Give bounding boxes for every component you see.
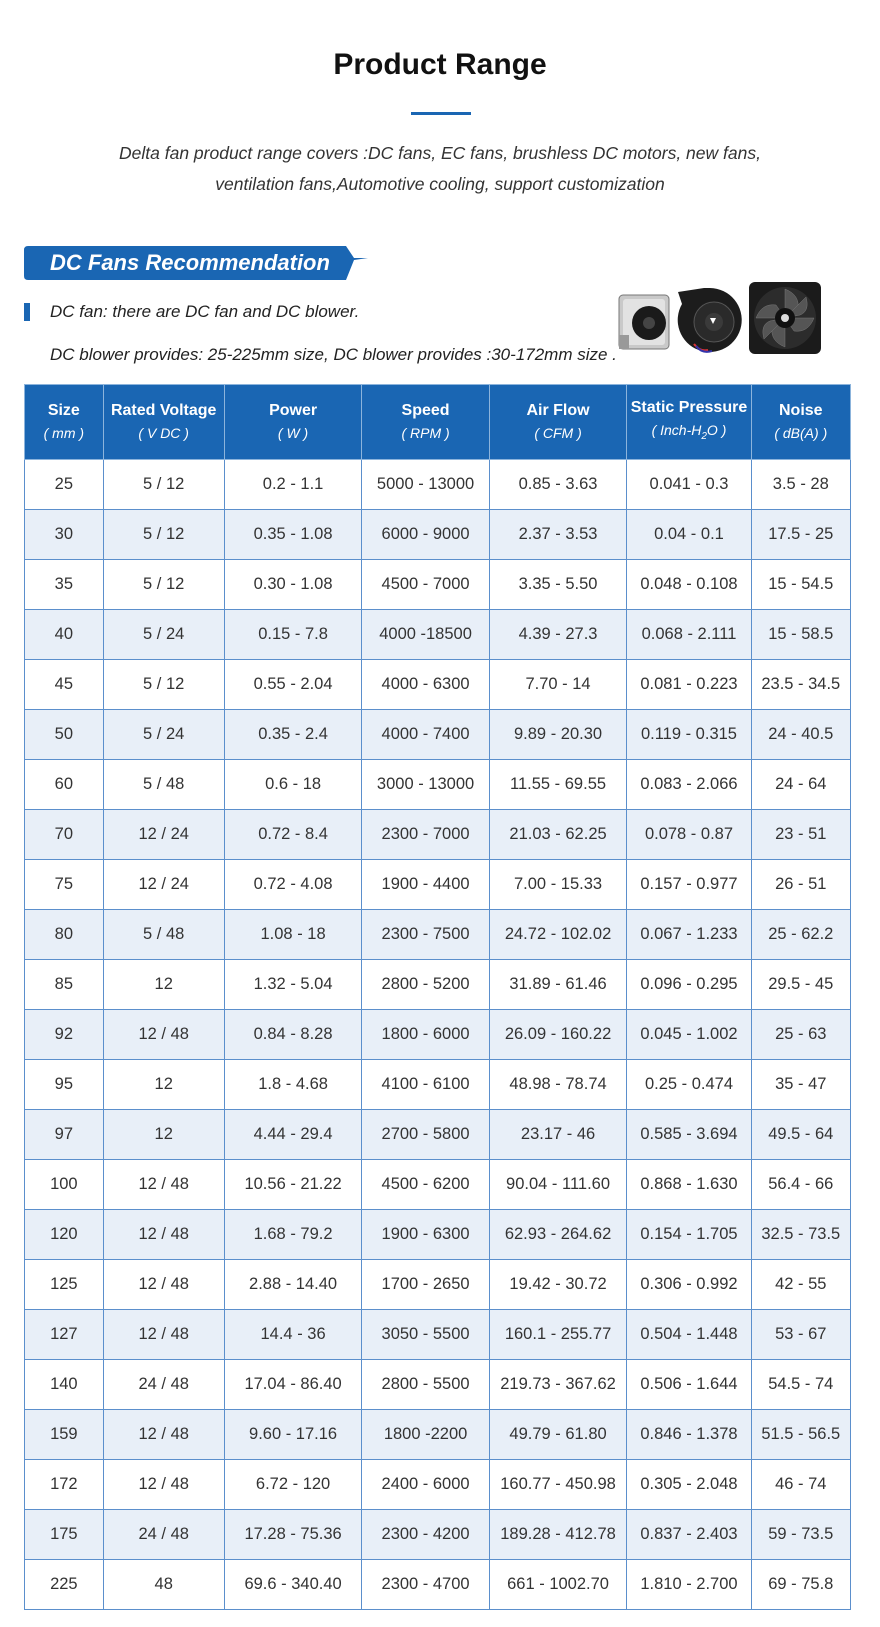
cell-air-flow: 7.00 - 15.33: [489, 860, 627, 910]
cell-air-flow: 21.03 - 62.25: [489, 810, 627, 860]
cell-noise: 49.5 - 64: [751, 1110, 850, 1160]
cell-rated-voltage: 12 / 24: [103, 860, 224, 910]
cell-size: 175: [25, 1510, 104, 1560]
cell-air-flow: 189.28 - 412.78: [489, 1510, 627, 1560]
cell-rated-voltage: 12 / 24: [103, 810, 224, 860]
cell-static-pressure: 0.506 - 1.644: [627, 1360, 751, 1410]
cell-power: 14.4 - 36: [224, 1310, 362, 1360]
cell-power: 17.04 - 86.40: [224, 1360, 362, 1410]
cell-speed: 2400 - 6000: [362, 1460, 489, 1510]
cell-power: 9.60 - 17.16: [224, 1410, 362, 1460]
cell-static-pressure: 0.119 - 0.315: [627, 710, 751, 760]
table-row: [25, 1160, 851, 1210]
table-row: [25, 1360, 851, 1410]
cell-noise: 54.5 - 74: [751, 1360, 850, 1410]
cell-static-pressure: 0.585 - 3.694: [627, 1110, 751, 1160]
dc-blower-image: [674, 284, 746, 356]
cell-air-flow: 23.17 - 46: [489, 1110, 627, 1160]
cell-rated-voltage: 12 / 48: [103, 1310, 224, 1360]
cell-air-flow: 11.55 - 69.55: [489, 760, 627, 810]
cell-power: 17.28 - 75.36: [224, 1510, 362, 1560]
cell-speed: 4000 - 6300: [362, 660, 489, 710]
cell-rated-voltage: 5 / 12: [103, 510, 224, 560]
cell-rated-voltage: 12 / 48: [103, 1460, 224, 1510]
dc-axial-fan-image: [748, 281, 822, 355]
cell-speed: 6000 - 9000: [362, 510, 489, 560]
cell-speed: 4000 -18500: [362, 610, 489, 660]
cell-speed: 5000 - 13000: [362, 460, 489, 510]
cell-power: 0.2 - 1.1: [224, 460, 362, 510]
cell-power: 6.72 - 120: [224, 1460, 362, 1510]
cell-power: 1.32 - 5.04: [224, 960, 362, 1010]
cell-rated-voltage: 12 / 48: [103, 1160, 224, 1210]
header-speed: Speed ( RPM ): [362, 385, 489, 460]
cell-size: 92: [25, 1010, 104, 1060]
cell-static-pressure: 0.157 - 0.977: [627, 860, 751, 910]
cell-speed: 2300 - 7500: [362, 910, 489, 960]
cell-rated-voltage: 12: [103, 1060, 224, 1110]
cell-static-pressure: 0.154 - 1.705: [627, 1210, 751, 1260]
cell-noise: 24 - 64: [751, 760, 850, 810]
cell-static-pressure: 0.078 - 0.87: [627, 810, 751, 860]
cell-air-flow: 31.89 - 61.46: [489, 960, 627, 1010]
cell-air-flow: 3.35 - 5.50: [489, 560, 627, 610]
cell-size: 85: [25, 960, 104, 1010]
cell-rated-voltage: 5 / 48: [103, 910, 224, 960]
title-underline: [411, 112, 471, 115]
cell-speed: 1700 - 2650: [362, 1260, 489, 1310]
cell-static-pressure: 1.810 - 2.700: [627, 1560, 751, 1610]
cell-speed: 3000 - 13000: [362, 760, 489, 810]
table-row: [25, 1310, 851, 1360]
cell-size: 45: [25, 660, 104, 710]
bullet-marker: [24, 303, 30, 321]
cell-rated-voltage: 5 / 12: [103, 660, 224, 710]
cell-noise: 15 - 54.5: [751, 560, 850, 610]
cell-noise: 25 - 62.2: [751, 910, 850, 960]
header-air-flow: Air Flow ( CFM ): [489, 385, 627, 460]
cell-noise: 15 - 58.5: [751, 610, 850, 660]
cell-size: 97: [25, 1110, 104, 1160]
cell-air-flow: 24.72 - 102.02: [489, 910, 627, 960]
page-title: Product Range: [333, 48, 547, 81]
table-row: [25, 1260, 851, 1310]
cell-static-pressure: 0.081 - 0.223: [627, 660, 751, 710]
cell-size: 120: [25, 1210, 104, 1260]
description-line-1: DC fan: there are DC fan and DC blower.: [50, 302, 360, 321]
table-row: [25, 610, 851, 660]
cell-power: 0.55 - 2.04: [224, 660, 362, 710]
cell-power: 0.30 - 1.08: [224, 560, 362, 610]
cell-size: 225: [25, 1560, 104, 1610]
cell-noise: 51.5 - 56.5: [751, 1410, 850, 1460]
cell-noise: 23 - 51: [751, 810, 850, 860]
cell-air-flow: 62.93 - 264.62: [489, 1210, 627, 1260]
cell-noise: 46 - 74: [751, 1460, 850, 1510]
cell-power: 0.72 - 4.08: [224, 860, 362, 910]
cell-air-flow: 49.79 - 61.80: [489, 1410, 627, 1460]
cell-noise: 24 - 40.5: [751, 710, 850, 760]
cell-speed: 4500 - 6200: [362, 1160, 489, 1210]
intro-line-1: Delta fan product range covers :DC fans, EC fans, brushless DC motors, new fans,: [119, 143, 761, 163]
cell-air-flow: 19.42 - 30.72: [489, 1260, 627, 1310]
cell-size: 159: [25, 1410, 104, 1460]
cell-speed: 3050 - 5500: [362, 1310, 489, 1360]
cell-size: 40: [25, 610, 104, 660]
cell-rated-voltage: 48: [103, 1560, 224, 1610]
cell-size: 127: [25, 1310, 104, 1360]
cell-air-flow: 160.77 - 450.98: [489, 1460, 627, 1510]
cell-size: 80: [25, 910, 104, 960]
cell-static-pressure: 0.096 - 0.295: [627, 960, 751, 1010]
dc-fans-spec-table: [24, 384, 851, 1610]
cell-static-pressure: 0.868 - 1.630: [627, 1160, 751, 1210]
intro-line-2: ventilation fans,Automotive cooling, support customization: [215, 174, 665, 194]
cell-rated-voltage: 5 / 24: [103, 710, 224, 760]
cell-speed: 4000 - 7400: [362, 710, 489, 760]
cell-speed: 4500 - 7000: [362, 560, 489, 610]
cell-power: 0.35 - 2.4: [224, 710, 362, 760]
cell-static-pressure: 0.504 - 1.448: [627, 1310, 751, 1360]
cell-noise: 53 - 67: [751, 1310, 850, 1360]
banner-title: DC Fans Recommendation: [50, 250, 330, 275]
table-row: [25, 860, 851, 910]
cell-size: 95: [25, 1060, 104, 1110]
table-row: [25, 810, 851, 860]
cell-speed: 2300 - 7000: [362, 810, 489, 860]
cell-speed: 1800 -2200: [362, 1410, 489, 1460]
table-row: [25, 1460, 851, 1510]
intro-text: [60, 138, 820, 200]
cell-speed: 2800 - 5500: [362, 1360, 489, 1410]
header-static-pressure: Static Pressure ( Inch-$H_2O$ ): [627, 385, 751, 460]
cell-static-pressure: 0.25 - 0.474: [627, 1060, 751, 1110]
cell-power: 0.35 - 1.08: [224, 510, 362, 560]
cell-static-pressure: 0.048 - 0.108: [627, 560, 751, 610]
cell-size: 172: [25, 1460, 104, 1510]
cell-static-pressure: 0.837 - 2.403: [627, 1510, 751, 1560]
cell-noise: 3.5 - 28: [751, 460, 850, 510]
cell-air-flow: 48.98 - 78.74: [489, 1060, 627, 1110]
cell-size: 50: [25, 710, 104, 760]
cell-rated-voltage: 12 / 48: [103, 1410, 224, 1460]
cell-static-pressure: 0.045 - 1.002: [627, 1010, 751, 1060]
cell-power: 1.8 - 4.68: [224, 1060, 362, 1110]
table-row: [25, 960, 851, 1010]
table-row: [25, 1010, 851, 1060]
cell-size: 140: [25, 1360, 104, 1410]
table-row: [25, 760, 851, 810]
cell-rated-voltage: 24 / 48: [103, 1360, 224, 1410]
cell-noise: 35 - 47: [751, 1060, 850, 1110]
cell-static-pressure: 0.306 - 0.992: [627, 1260, 751, 1310]
cell-rated-voltage: 12: [103, 960, 224, 1010]
cell-noise: 42 - 55: [751, 1260, 850, 1310]
cell-rated-voltage: 12 / 48: [103, 1010, 224, 1060]
cell-power: 0.6 - 18: [224, 760, 362, 810]
cell-size: 70: [25, 810, 104, 860]
cell-power: 69.6 - 340.40: [224, 1560, 362, 1610]
cell-air-flow: 0.85 - 3.63: [489, 460, 627, 510]
cell-static-pressure: 0.04 - 0.1: [627, 510, 751, 560]
header-noise: Noise ( dB(A) ): [751, 385, 850, 460]
cell-rated-voltage: 5 / 12: [103, 460, 224, 510]
cell-noise: 59 - 73.5: [751, 1510, 850, 1560]
cell-speed: 2300 - 4700: [362, 1560, 489, 1610]
cell-power: 10.56 - 21.22: [224, 1160, 362, 1210]
cell-noise: 29.5 - 45: [751, 960, 850, 1010]
table-row: [25, 460, 851, 510]
table-row: [25, 660, 851, 710]
cell-rated-voltage: 12: [103, 1110, 224, 1160]
cell-static-pressure: 0.068 - 2.111: [627, 610, 751, 660]
table-row: [25, 560, 851, 610]
cell-speed: 2800 - 5200: [362, 960, 489, 1010]
cell-noise: 26 - 51: [751, 860, 850, 910]
description-line-2: DC blower provides: 25-225mm size, DC blower provides :30-172mm size .: [50, 345, 617, 364]
header-rated-voltage: Rated Voltage ( V DC ): [103, 385, 224, 460]
cell-rated-voltage: 5 / 24: [103, 610, 224, 660]
cell-size: 75: [25, 860, 104, 910]
cell-air-flow: 4.39 - 27.3: [489, 610, 627, 660]
cell-speed: 1800 - 6000: [362, 1010, 489, 1060]
table-body: [25, 460, 851, 1610]
section-banner: [24, 246, 382, 280]
cell-speed: 1900 - 4400: [362, 860, 489, 910]
cell-power: 4.44 - 29.4: [224, 1110, 362, 1160]
cell-power: 1.08 - 18: [224, 910, 362, 960]
table-row: [25, 510, 851, 560]
cell-rated-voltage: 5 / 12: [103, 560, 224, 610]
cell-speed: 4100 - 6100: [362, 1060, 489, 1110]
cell-air-flow: 26.09 - 160.22: [489, 1010, 627, 1060]
table-row: [25, 1210, 851, 1260]
cell-size: 60: [25, 760, 104, 810]
table-row: [25, 1110, 851, 1160]
cell-rated-voltage: 12 / 48: [103, 1260, 224, 1310]
cell-power: 1.68 - 79.2: [224, 1210, 362, 1260]
cell-rated-voltage: 5 / 48: [103, 760, 224, 810]
cell-static-pressure: 0.041 - 0.3: [627, 460, 751, 510]
cell-static-pressure: 0.083 - 2.066: [627, 760, 751, 810]
cell-rated-voltage: 24 / 48: [103, 1510, 224, 1560]
table-row: [25, 710, 851, 760]
cell-air-flow: 2.37 - 3.53: [489, 510, 627, 560]
cell-air-flow: 661 - 1002.70: [489, 1560, 627, 1610]
cell-size: 100: [25, 1160, 104, 1210]
blower-fan-image: [617, 291, 673, 353]
table-header-row: [25, 385, 851, 460]
cell-size: 25: [25, 460, 104, 510]
cell-power: 0.84 - 8.28: [224, 1010, 362, 1060]
cell-noise: 56.4 - 66: [751, 1160, 850, 1210]
cell-air-flow: 90.04 - 111.60: [489, 1160, 627, 1210]
cell-noise: 69 - 75.8: [751, 1560, 850, 1610]
header-size: Size ( mm ): [25, 385, 104, 460]
cell-rated-voltage: 12 / 48: [103, 1210, 224, 1260]
cell-air-flow: 219.73 - 367.62: [489, 1360, 627, 1410]
table-row: [25, 1410, 851, 1460]
cell-air-flow: 7.70 - 14: [489, 660, 627, 710]
table-row: [25, 1060, 851, 1110]
cell-air-flow: 9.89 - 20.30: [489, 710, 627, 760]
cell-speed: 1900 - 6300: [362, 1210, 489, 1260]
cell-noise: 17.5 - 25: [751, 510, 850, 560]
cell-static-pressure: 0.305 - 2.048: [627, 1460, 751, 1510]
cell-power: 2.88 - 14.40: [224, 1260, 362, 1310]
cell-speed: 2700 - 5800: [362, 1110, 489, 1160]
table-row: [25, 1560, 851, 1610]
cell-static-pressure: 0.067 - 1.233: [627, 910, 751, 960]
cell-power: 0.72 - 8.4: [224, 810, 362, 860]
cell-size: 35: [25, 560, 104, 610]
cell-power: 0.15 - 7.8: [224, 610, 362, 660]
cell-noise: 23.5 - 34.5: [751, 660, 850, 710]
cell-size: 125: [25, 1260, 104, 1310]
table-row: [25, 1510, 851, 1560]
cell-air-flow: 160.1 - 255.77: [489, 1310, 627, 1360]
cell-size: 30: [25, 510, 104, 560]
cell-noise: 32.5 - 73.5: [751, 1210, 850, 1260]
header-power: Power ( W ): [224, 385, 362, 460]
cell-static-pressure: 0.846 - 1.378: [627, 1410, 751, 1460]
cell-noise: 25 - 63: [751, 1010, 850, 1060]
cell-speed: 2300 - 4200: [362, 1510, 489, 1560]
table-row: [25, 910, 851, 960]
